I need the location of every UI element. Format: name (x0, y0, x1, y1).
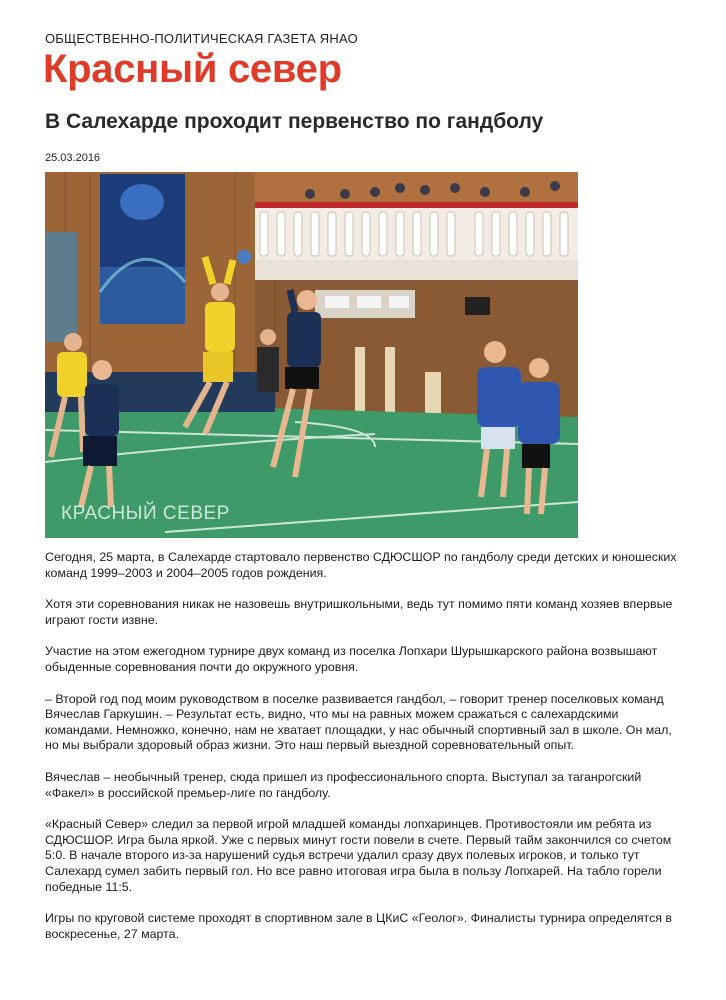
newspaper-tagline: ОБЩЕСТВЕННО-ПОЛИТИЧЕСКАЯ ГАЗЕТА ЯНАО (45, 31, 358, 46)
article-paragraph: Вячеслав – необычный тренер, сюда пришел из профессионального спорта. Выступал за таганрогский «Факел» в российской премьер-лиге по гандболу. (45, 769, 642, 800)
article-title: В Салехарде проходит первенство по гандболу (45, 110, 544, 133)
newspaper-masthead: Красный север (43, 47, 342, 91)
article-paragraph: «Красный Север» следил за первой игрой младшей команды лопхаринцев. Противостояли им ребята из СДЮСШОР. Игра была яркой. Уже с первых минут гости повели в счете. Первый тайм закончился со счетом 5:0. В начале второго из-за нарушений судья встречи удалил сразу двух полевых игроков, и только тут Салехард сумел забить первый гол. Но все равно итоговая игра была в пользу Лопхарей. На табло горели победные 11:5. (45, 817, 672, 894)
photo-watermark: КРАСНЫЙ СЕВЕР (61, 503, 230, 524)
article-paragraph: – Второй год под моим руководством в поселке развивается гандбол, – говорит тренер поселковых команд Вячеслав Гаркушин. – Результат есть, видно, что мы на равных можем сражаться с салехардскими командами. Немножко, конечно, нам не хватает площадки, у нас обычный спортивный зал в школе. Он мал, но мы выбрали здоровый образ жизни. Это наш первый выездной соревновательный опыт. (45, 691, 672, 753)
handball-game-illustration (45, 172, 578, 538)
article-paragraph: Сегодня, 25 марта, в Салехарде стартовало первенство СДЮСШОР по гандболу среди детских и юношеских команд 1999–2003 и 2004–2005 годов рождения. (45, 550, 677, 580)
article-date: 25.03.2016 (45, 152, 101, 164)
article-paragraph: Хотя эти соревнования никак не назовешь внутришкольными, ведь тут помимо пяти команд хозяев впервые играют гости извне. (45, 597, 673, 627)
article-body (45, 550, 680, 958)
article-paragraph: Участие на этом ежегодном турнире двух команд из поселка Лопхари Шурышкарского района возвышают обыденные соревнования почти до окружного уровня. (45, 644, 658, 674)
article-paragraph: Игры по круговой системе проходят в спортивном зале в ЦКиС «Геолог». Финалисты турнира определятся в воскресенье, 27 марта. (45, 911, 673, 941)
article-photo (45, 172, 578, 538)
